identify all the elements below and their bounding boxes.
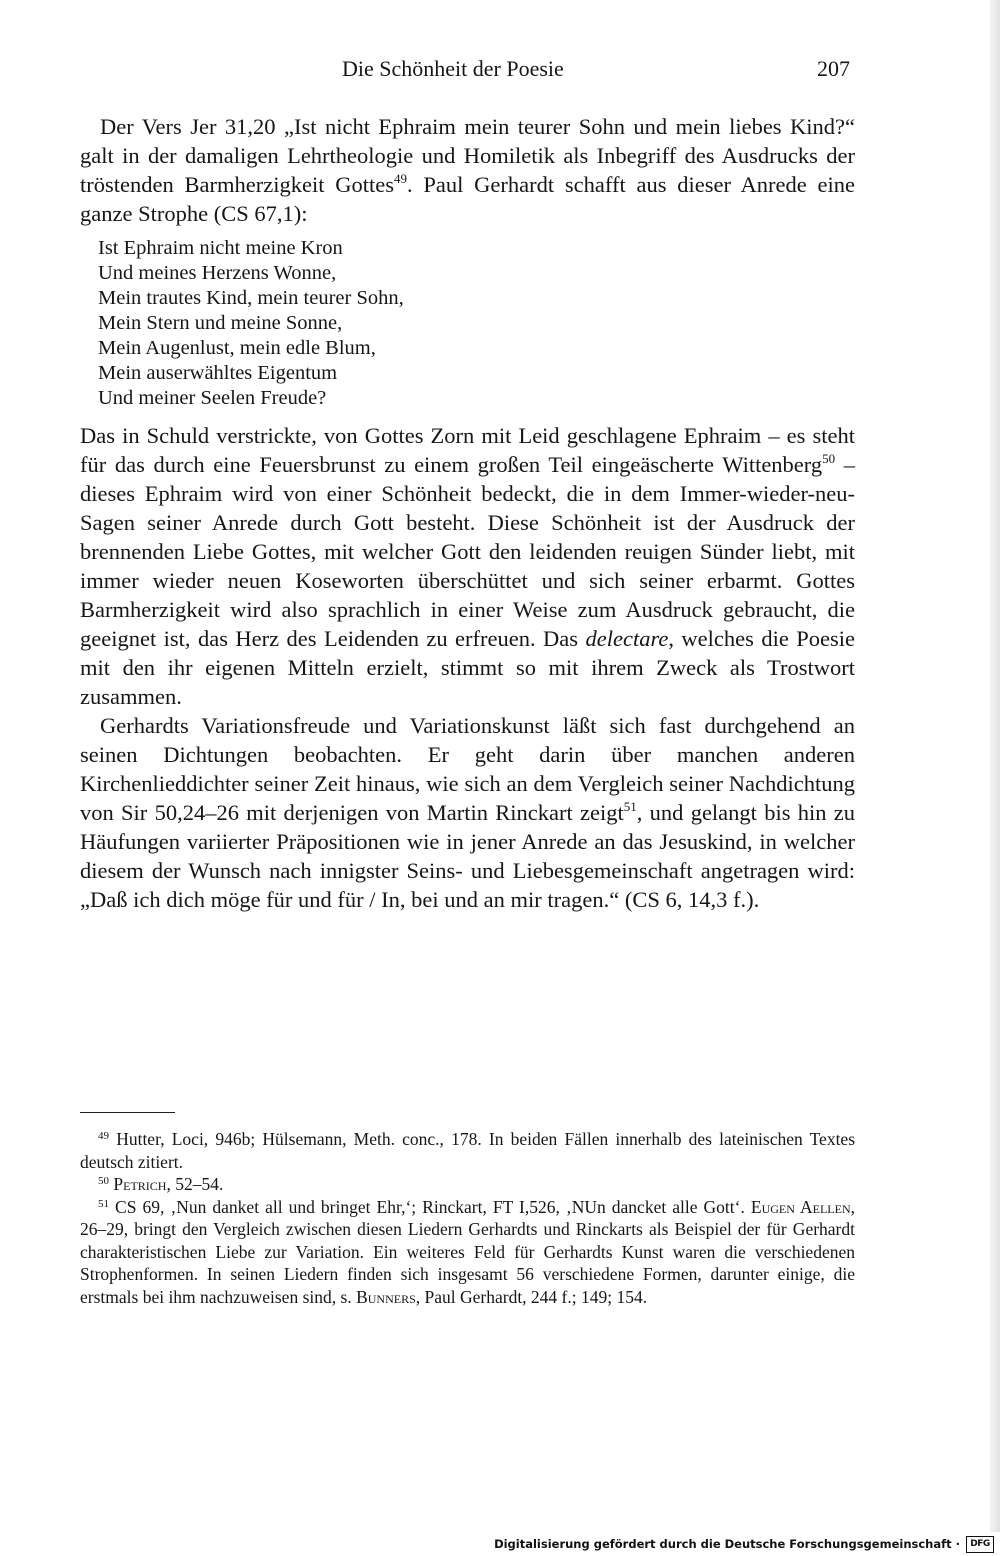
body-text bbox=[80, 112, 855, 914]
footnote-ref-49: 49 bbox=[393, 171, 407, 186]
footnote-51: $^{51}$ CS 69, ‚Nun danket all und bringet Ehr,‘; Rinckart, FT I,526, ‚NUn dancket alle Gott‘. Eugen Aellen, 26–29, bringt den Vergleich zwischen diesen Liedern Gerhardts und Rinckarts als Beispiel der für Gerhardt charakteristischen Liebe zur Variation. Ein weiteres Feld für Gerhardts Kunst waren die verschiedenen Strophenformen. In seinen Liedern finden sich insgesamt 56 verschiedene Formen, darunter einige, die erstmals bei ihm nachzuweisen sind, s. Bunners, Paul Gerhardt, 244 f.; 149; 154. bbox=[80, 1196, 855, 1307]
verse-line: Mein Stern und meine Sonne, bbox=[98, 312, 343, 334]
footnote-50: $^{50}$ Petrich, 52–54. bbox=[98, 1174, 224, 1194]
footnote-divider bbox=[80, 1112, 175, 1113]
footnotes bbox=[80, 1128, 855, 1308]
credit-text: Digitalisierung gefördert durch die Deutsche Forschungsgemeinschaft · bbox=[494, 1537, 960, 1551]
digitization-credit bbox=[488, 1532, 1000, 1556]
page-edge bbox=[990, 0, 1000, 1556]
dfg-logo-icon: DFG bbox=[966, 1536, 994, 1553]
emphasis: delectare bbox=[585, 626, 669, 651]
verse-line: Mein Augenlust, mein edle Blum, bbox=[98, 337, 376, 359]
verse-quote bbox=[98, 236, 855, 411]
verse-line: Und meiner Seelen Freude? bbox=[98, 387, 327, 409]
verse-line: Mein auserwähltes Eigentum bbox=[98, 362, 338, 384]
running-title: Die Schönheit der Poesie bbox=[342, 56, 564, 81]
verse-line: Mein trautes Kind, mein teurer Sohn, bbox=[98, 287, 404, 309]
paragraph-1: Der Vers Jer 31,20 „Ist nicht Ephraim mein teurer Sohn und mein liebes Kind?“ galt in der damaligen Lehrtheologie und Homiletik als Inbegriff des Ausdrucks der tröstenden Barmherzigkeit Gottes$^{49}$. Paul Gerhardt schafft aus dieser Anrede eine ganze Strophe (CS 67,1): bbox=[80, 114, 855, 226]
footnote-ref-51: 51 bbox=[623, 799, 637, 814]
verse-line: Ist Ephraim nicht meine Kron bbox=[98, 237, 343, 259]
page-number: 207 bbox=[817, 56, 850, 81]
paragraph-3: Gerhardts Variationsfreude und Variationskunst läßt sich fast durchgehend an seinen Dichtungen beobachten. Er geht darin über manchen anderen Kirchenlieddichter seiner Zeit hinaus, wie sich an dem Vergleich seiner Nachdichtung von Sir 50,24–26 mit derjenigen von Martin Rinckart zeigt$^{51}$, und gelangt bis hin zu Häufungen variierter Präpositionen wie in jener Anrede an das Jesuskind, in welcher diesem der Wunsch nach innigster Seins- und Liebesgemeinschaft angetragen wird: „Daß ich dich möge für und für / In, bei und an mir tragen.“ (CS 6, 14,3 f.). bbox=[80, 713, 855, 912]
footnote-ref-50: 50 bbox=[822, 451, 836, 466]
footnote-49: $^{49}$ Hutter, Loci, 946b; Hülsemann, Meth. conc., 178. In beiden Fällen innerhalb des lateinischen Textes deutsch zitiert. bbox=[80, 1129, 856, 1172]
running-header bbox=[80, 56, 850, 86]
paragraph-2: Das in Schuld verstrickte, von Gottes Zorn mit Leid geschlagene Ephraim – es steht für das durch eine Feuersbrunst zu einem großen Teil eingeäscherte Wittenberg$^{50}$ – dieses Ephraim wird von einer Schönheit bedeckt, die in dem Immer-wieder-neu-Sagen seiner Anrede durch Gott besteht. Diese Schönheit ist der Ausdruck der brennenden Liebe Gottes, mit welcher Gott den leidenden reuigen Sünder liebt, mit immer wieder neuen Koseworten überschüttet und sich seiner erbarmt. Gottes Barmherzigkeit wird also sprachlich in einer Weise zum Ausdruck gebraucht, die geeignet ist, das Herz des Leidenden zu erfreuen. Das delectare, welches die Poesie mit den ihr eigenen Mitteln erzielt, stimmt so mit ihrem Zweck als Trostwort zusammen. bbox=[80, 423, 856, 709]
verse-line: Und meines Herzens Wonne, bbox=[98, 262, 337, 284]
